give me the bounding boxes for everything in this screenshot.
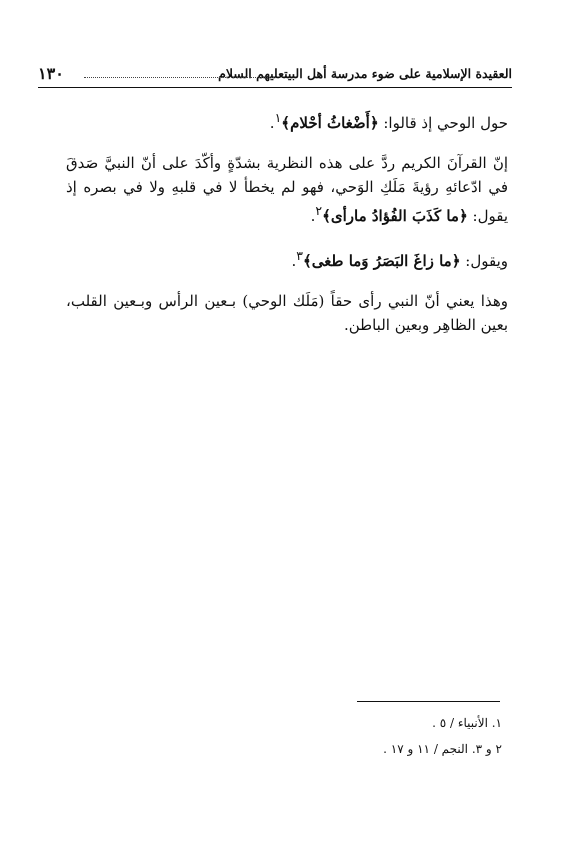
paragraph-3-text: ويقول: bbox=[460, 252, 508, 270]
footnote-1: ١. الأنبياء / ٥ . bbox=[432, 716, 502, 730]
footnote-ref-1: ١ bbox=[274, 110, 282, 125]
quran-quote-1: ﴿أَضْغاثُ أحْلام﴾ bbox=[281, 114, 379, 132]
footnote-ref-2: ٢ bbox=[315, 203, 323, 218]
paragraph-4-text: وهذا يعني أنّ النبي رأى حقاً (مَلَك الوحي) بـعين الرأس وبـعين القلب، بعين الظاهِر وبعين الباطن. bbox=[66, 292, 508, 334]
paragraph-2 bbox=[66, 151, 508, 228]
footnote-separator bbox=[357, 701, 500, 702]
paragraph-2-text: إنّ القرآنَ الكريم ردَّ على هذه النظرية بشدّةٍ وأكّدَ على أنّ النبيَّ صَدقَ في ادّعائهِ رؤيةَ مَلَكِ الوَحي، فهو لم يخطأ لا في قلبهِ ولا في بصره إذ يقول: bbox=[66, 154, 508, 225]
paragraph-2-tail: . bbox=[310, 207, 316, 225]
paragraph-1 bbox=[66, 106, 508, 135]
quran-quote-2: ﴿ما كَذَبَ الفُؤادُ مارأى﴾ bbox=[322, 207, 468, 225]
header-dot-leader bbox=[84, 77, 276, 78]
paragraph-1-tail: . bbox=[269, 114, 275, 132]
running-title: العقيدة الإسلامية على ضوء مدرسة أهل البيتعليهم السلام bbox=[218, 66, 512, 81]
paragraph-4 bbox=[66, 289, 508, 337]
body-text bbox=[66, 100, 508, 353]
footnote-2: ٢ و ٣. النجم / ١١ و ١٧ . bbox=[383, 742, 502, 756]
running-header bbox=[38, 64, 512, 86]
header-rule bbox=[38, 87, 512, 88]
paragraph-1-text: حول الوحي إذ قالوا: bbox=[378, 114, 508, 132]
footnote-ref-3: ٣ bbox=[296, 248, 303, 263]
page-number: ١٣٠ bbox=[38, 64, 64, 83]
footnotes bbox=[202, 710, 502, 762]
quran-quote-3: ﴿ما زاغَ البَصَرُ وَما طغى﴾ bbox=[303, 252, 461, 270]
paragraph-3-tail: . bbox=[291, 252, 297, 270]
paragraph-3 bbox=[66, 244, 508, 273]
